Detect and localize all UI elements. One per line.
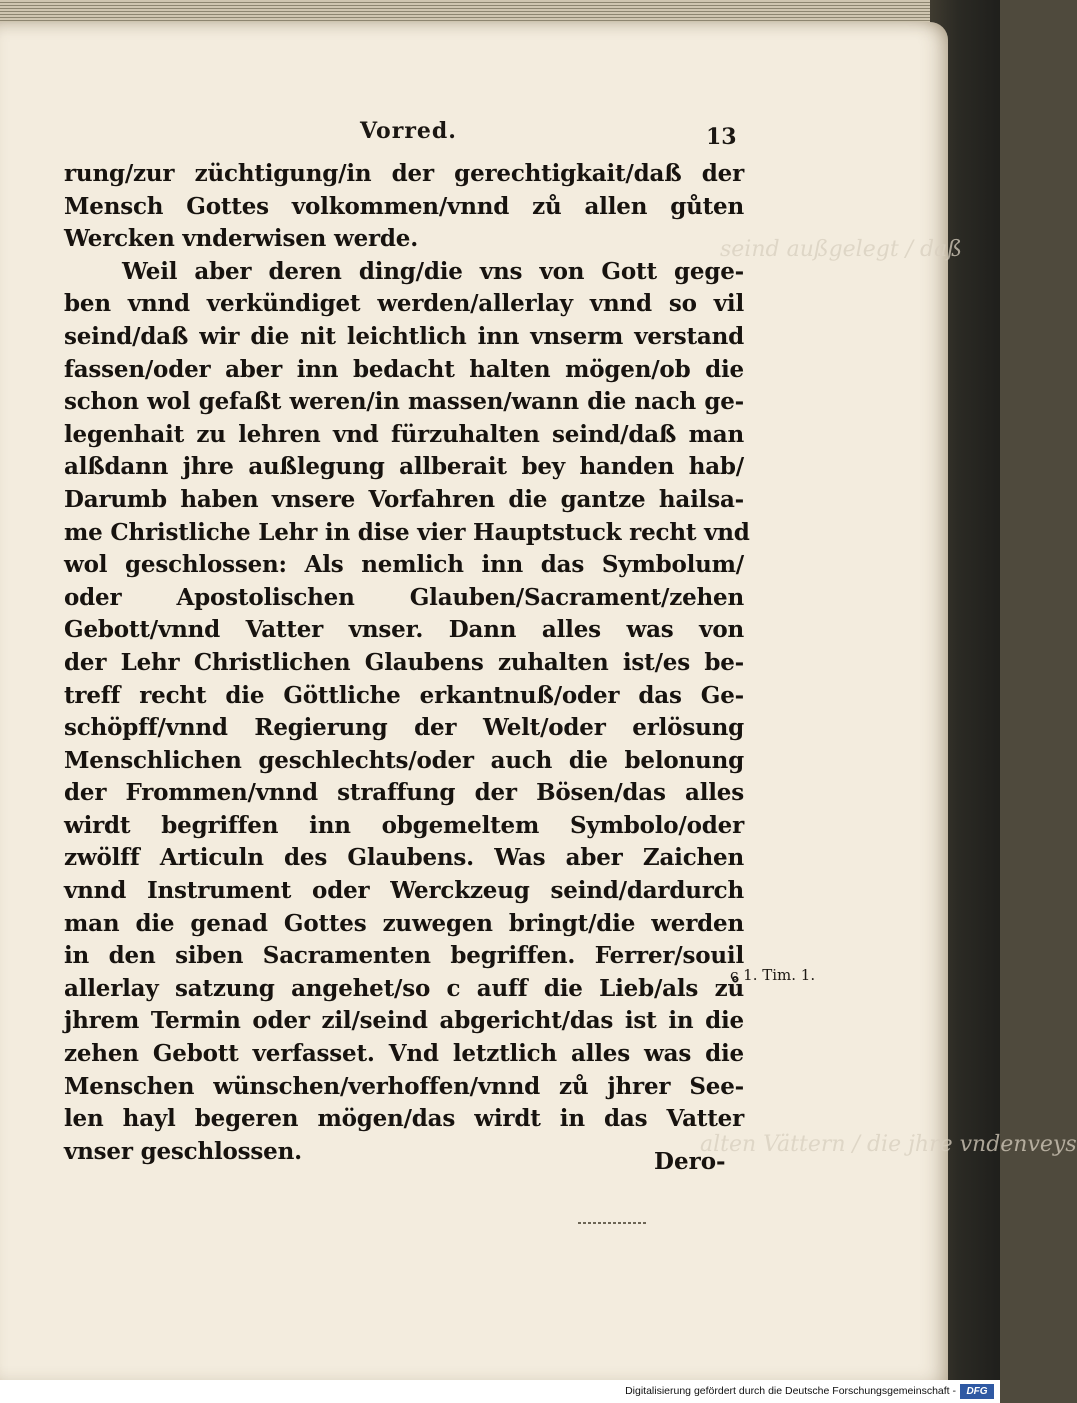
text-line: schon wol gefaßt weren/in massen/wann die nach ge-	[64, 388, 744, 416]
bleed-through-decoration: alten Vättern / die jhre vndenveys	[700, 1132, 1077, 1157]
text-line: wol geschlossen: Als nemlich inn das Symbolum/	[64, 551, 744, 579]
text-line: Menschen wünschen/verhoffen/vnnd zů jhrer See-	[64, 1072, 744, 1100]
text-line: allerlay satzung angehet/so c auff die Lieb/als zů	[64, 974, 744, 1002]
text-line: treff recht die Göttliche erkantnuß/oder das Ge-	[64, 681, 744, 709]
text-line: in den siben Sacramenten begriffen. Ferrer/souil	[64, 942, 744, 970]
text-line: Wercken vnderwisen werde.	[64, 225, 419, 253]
text-line: len hayl begeren mögen/das wirdt in das Vatter	[64, 1105, 744, 1133]
text-line: zwölff Articuln des Glaubens. Was aber Zaichen	[64, 844, 744, 872]
text-line: seind/daß wir die nit leichtlich inn vnserm verstand	[64, 322, 744, 350]
text-line: fassen/oder aber inn bedacht halten mögen/ob die	[64, 355, 744, 383]
running-head: Vorred.	[360, 118, 457, 144]
text-line: rung/zur züchtigung/in der gerechtigkait/daß der	[64, 160, 744, 187]
body-text	[64, 158, 750, 1168]
text-line: Weil aber deren ding/die vns von Gott gege-	[122, 257, 744, 285]
text-line: man die genad Gottes zuwegen bringt/die werden	[64, 909, 744, 937]
text-line: Menschlichen geschlechts/oder auch die belonung	[64, 746, 744, 774]
text-line: der Frommen/vnnd straffung der Bösen/das alles	[64, 779, 744, 807]
text-line: me Christliche Lehr in dise vier Hauptstuck recht vnd	[64, 518, 750, 546]
text-line: vnnd Instrument oder Werckzeug seind/dardurch	[64, 877, 744, 905]
text-line: Mensch Gottes volkommen/vnnd zů allen gůten	[64, 192, 744, 220]
text-line: oder Apostolischen Glauben/Sacrament/zehen	[64, 583, 744, 611]
text-line: Gebott/vnnd Vatter vnser. Dann alles was von	[64, 616, 744, 644]
text-line: alßdann jhre außlegung allberait bey handen hab/	[64, 453, 744, 481]
text-line: ben vnnd verkündiget werden/allerlay vnnd so vil	[64, 290, 744, 318]
text-line: schöpff/vnnd Regierung der Welt/oder erlösung	[64, 714, 744, 742]
margin-note: c 1. Tim. 1.	[730, 966, 816, 984]
text-line: der Lehr Christlichen Glaubens zuhalten ist/es be-	[64, 648, 744, 676]
catchword: Dero-	[654, 1148, 726, 1175]
text-line: zehen Gebott verfasset. Vnd letztlich alles was die	[64, 1040, 744, 1068]
text-line: legenhait zu lehren vnd fürzuhalten seind/daß man	[64, 420, 744, 448]
footer-credit: Digitalisierung gefördert durch die Deutsche Forschungsgemeinschaft -	[625, 1385, 956, 1397]
digitization-footer	[0, 1380, 1000, 1403]
page-number: 13	[706, 124, 737, 150]
bleed-through-decoration: seind außgelegt / daß	[720, 237, 962, 262]
text-line: vnser geschlossen.	[64, 1137, 302, 1165]
text-line: wirdt begriffen inn obgemeltem Symbolo/oder	[64, 811, 744, 839]
decorative-rule	[578, 1222, 646, 1224]
dfg-logo-icon: DFG	[960, 1384, 994, 1399]
text-line: jhrem Termin oder zil/seind abgericht/das ist in die	[64, 1007, 744, 1035]
text-line: Darumb haben vnsere Vorfahren die gantze hailsa-	[64, 485, 744, 513]
